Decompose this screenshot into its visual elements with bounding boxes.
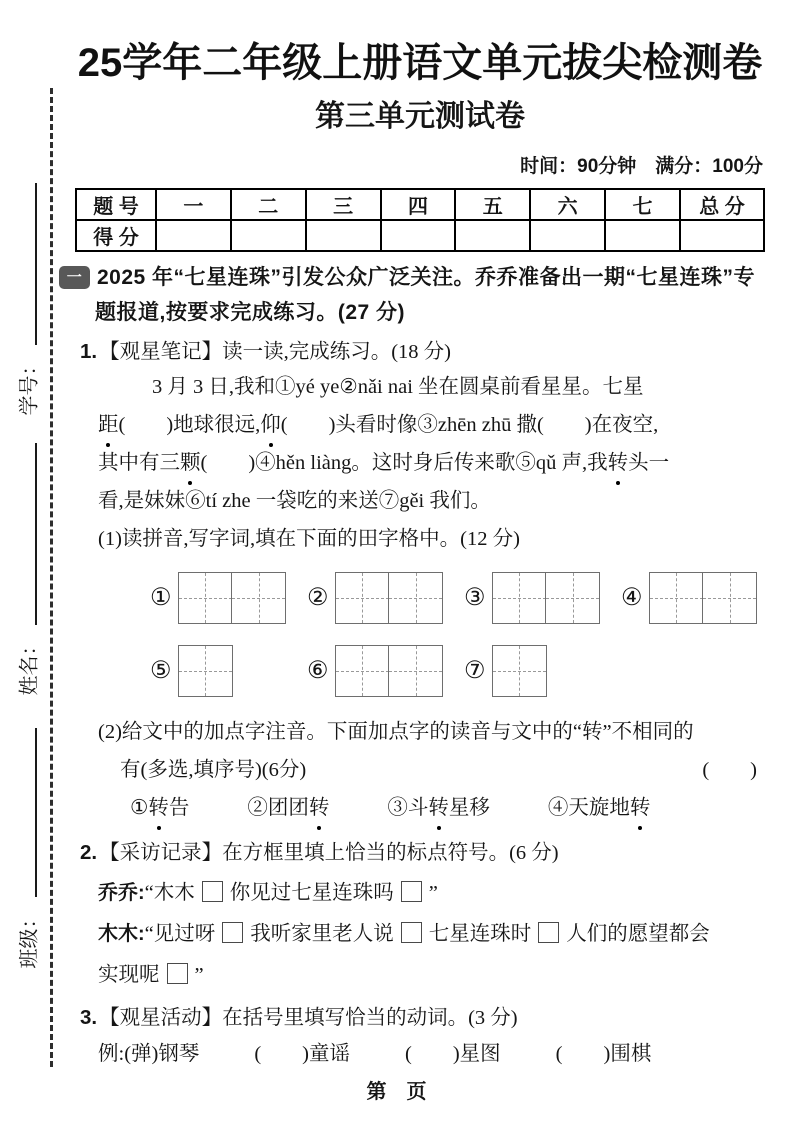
question-2-heading <box>75 833 765 873</box>
tianzige-number-label: ③ <box>464 585 486 611</box>
question-3-number: 3. <box>80 1006 98 1029</box>
q3-blank-item: ( )星图 <box>405 1043 501 1065</box>
tianzige-cell[interactable] <box>231 572 286 624</box>
q1-option-2: ②团团转 <box>247 789 329 827</box>
tianzige-row-2 <box>150 645 765 697</box>
tianzige-cell[interactable] <box>545 572 600 624</box>
tianzige-cells <box>178 572 287 624</box>
dotted-emphasis-char: 仰 <box>260 406 281 444</box>
tianzige-cells <box>492 645 547 697</box>
q3-verb-blanks-row <box>75 1034 765 1074</box>
score-entry-cell[interactable] <box>381 220 456 251</box>
q1-option-4: ④天旋地转 <box>548 789 651 827</box>
q1-paragraph-line-2: 距( )地球很远,仰( )头看时像③zhēn zhū 撒( )在夜空, <box>75 406 765 444</box>
tianzige-row-1 <box>150 572 765 624</box>
class-label: 班级： <box>18 908 41 969</box>
tianzige-number-label: ① <box>150 585 172 611</box>
name-label: 姓名： <box>18 635 41 696</box>
section-one-intro <box>66 260 765 330</box>
q2-dialogue-2-text: “见过呀 我听家里老人说 七星连珠时 人们的愿望都会 <box>144 923 710 945</box>
tianzige-number-label: ⑦ <box>464 658 486 684</box>
question-2-number: 2. <box>80 841 98 864</box>
dotted-emphasis-char: 距 <box>98 406 119 444</box>
tianzige-cell[interactable] <box>492 645 547 697</box>
tianzige-group <box>150 645 307 697</box>
dotted-emphasis-char: 颗 <box>180 444 201 482</box>
page-number-footer: 第 页 <box>366 1081 427 1103</box>
q3-example-item: 例:(弹)钢琴 <box>98 1043 200 1065</box>
tianzige-number-label: ⑤ <box>150 658 172 684</box>
score-table-score-row <box>76 220 764 251</box>
tianzige-number-label: ⑥ <box>307 658 329 684</box>
tianzige-group <box>307 572 464 624</box>
q1-paragraph-line-1: 3 月 3 日,我和①yé ye②nǎi nai 坐在圆桌前看星星。七星 <box>152 376 644 398</box>
score-entry-cell[interactable] <box>455 220 530 251</box>
q2-dialogue-1-text: “木木 你见过七星连珠吗 ” <box>144 882 438 904</box>
dotted-emphasis-char: 转 <box>608 444 629 482</box>
score-table-header-cell: 六 <box>530 189 605 220</box>
q1-option-1: ①转告 <box>130 789 189 827</box>
punctuation-answer-box[interactable] <box>222 922 243 943</box>
score-table-header-cell: 一 <box>156 189 231 220</box>
score-row-label: 得 分 <box>76 220 156 251</box>
score-table-header-cell: 五 <box>455 189 530 220</box>
q2-dialogue-line-2 <box>75 914 765 955</box>
question-1-title: 【观星笔记】读一读,完成练习。(18 分) <box>99 341 452 363</box>
q1-sub2-instruction-line-1: (2)给文中的加点字注音。下面加点字的读音与文中的“转”不相同的 <box>98 721 694 743</box>
page-title: 25学年二年级上册语文单元拔尖检测卷 <box>77 41 763 85</box>
q1-option-3: ③斗转星移 <box>387 789 490 827</box>
name-writing-line[interactable] <box>35 443 37 625</box>
question-3-heading <box>75 1002 765 1034</box>
q1-sub2-options-row <box>130 789 765 827</box>
tianzige-cell[interactable] <box>335 645 390 697</box>
dotted-emphasis-char: 转 <box>428 789 449 827</box>
score-entry-cell[interactable] <box>306 220 381 251</box>
question-2-title: 【采访记录】在方框里填上恰当的标点符号。(6 分) <box>99 842 559 864</box>
tianzige-cell[interactable] <box>388 645 443 697</box>
tianzige-number-label: ② <box>307 585 329 611</box>
tianzige-cells <box>335 572 444 624</box>
score-table-header-cell: 四 <box>381 189 456 220</box>
q2-dialogue-line-3 <box>75 955 765 996</box>
page-subtitle: 第三单元测试卷 <box>315 100 525 133</box>
tianzige-group <box>307 645 464 697</box>
punctuation-answer-box[interactable] <box>538 922 559 943</box>
score-table-header-cell: 题 号 <box>76 189 156 220</box>
q1-sub2-instruction-text: 有(多选,填序号)(6分) <box>120 759 307 781</box>
score-entry-cell[interactable] <box>605 220 680 251</box>
q2-dialogue-3-text: 实现呢 ” <box>98 964 204 986</box>
tianzige-group <box>150 572 307 624</box>
tianzige-cell[interactable] <box>388 572 443 624</box>
time-fullscore-info: 时间：90分钟 满分：100分 <box>520 156 763 177</box>
tianzige-cells <box>335 645 444 697</box>
student-id-label: 学号： <box>18 355 41 416</box>
score-table-header-cell: 总 分 <box>680 189 764 220</box>
score-entry-cell[interactable] <box>231 220 306 251</box>
punctuation-answer-box[interactable] <box>167 963 188 984</box>
q3-blank-item: ( )童谣 <box>254 1043 351 1065</box>
score-table-header-cell: 二 <box>231 189 306 220</box>
q1-paragraph-line-3: 其中有三颗( )④hěn liàng。这时身后传来歌⑤qǔ 声,我转头一 <box>75 444 765 482</box>
student-id-writing-line[interactable] <box>35 183 37 345</box>
q3-blank-item: ( )围棋 <box>555 1043 652 1065</box>
q1-sub2-instruction-line-2 <box>75 751 765 789</box>
tianzige-cell[interactable] <box>178 572 233 624</box>
tianzige-group <box>621 572 778 624</box>
score-entry-cell[interactable] <box>156 220 231 251</box>
question-1-number: 1. <box>80 340 98 363</box>
dotted-emphasis-char: 转 <box>630 789 651 827</box>
tianzige-cells <box>178 645 233 697</box>
score-table-header-row <box>76 189 764 220</box>
tianzige-cell[interactable] <box>178 645 233 697</box>
class-writing-line[interactable] <box>35 728 37 897</box>
tianzige-cell[interactable] <box>492 572 547 624</box>
score-table <box>75 188 765 252</box>
tianzige-number-label: ④ <box>621 585 643 611</box>
score-entry-cell[interactable] <box>530 220 605 251</box>
tianzige-cells <box>649 572 758 624</box>
score-entry-cell[interactable] <box>680 220 764 251</box>
dotted-emphasis-char: 转 <box>309 789 330 827</box>
score-table-header-cell: 三 <box>306 189 381 220</box>
question-1-heading <box>75 336 765 368</box>
section-intro-line-1: 2025 年“七星连珠”引发公众广泛关注。乔乔准备出一期“七星连珠”专 <box>97 266 756 289</box>
binding-dashed-line <box>50 88 53 1067</box>
tianzige-cell[interactable] <box>335 572 390 624</box>
question-3-title: 【观星活动】在括号里填写恰当的动词。(3 分) <box>99 1007 518 1029</box>
tianzige-cell[interactable] <box>649 572 704 624</box>
q1-sub1-instruction: (1)读拼音,写字词,填在下面的田字格中。(12 分) <box>98 528 520 550</box>
tianzige-group <box>464 645 621 697</box>
punctuation-answer-box[interactable] <box>401 881 422 902</box>
tianzige-group <box>464 572 621 624</box>
section-intro-line-2: 题报道,按要求完成练习。(27 分) <box>95 301 406 324</box>
punctuation-answer-box[interactable] <box>202 881 223 902</box>
q1-paragraph-line-4: 看,是妹妹⑥tí zhe 一袋吃的来送⑦gěi 我们。 <box>98 490 491 512</box>
q2-dialogue-line-1 <box>75 873 765 914</box>
score-table-header-cell: 七 <box>605 189 680 220</box>
dotted-emphasis-char: 转 <box>148 789 169 827</box>
punctuation-answer-box[interactable] <box>401 922 422 943</box>
tianzige-cell[interactable] <box>702 572 757 624</box>
speaker-qiaoqiao: 乔乔: <box>98 882 145 904</box>
tianzige-cells <box>492 572 601 624</box>
section-one-badge: 一 <box>59 266 90 289</box>
q1-sub2-answer-blank[interactable]: ( ) <box>702 759 757 781</box>
speaker-mumu: 木木: <box>98 923 145 945</box>
